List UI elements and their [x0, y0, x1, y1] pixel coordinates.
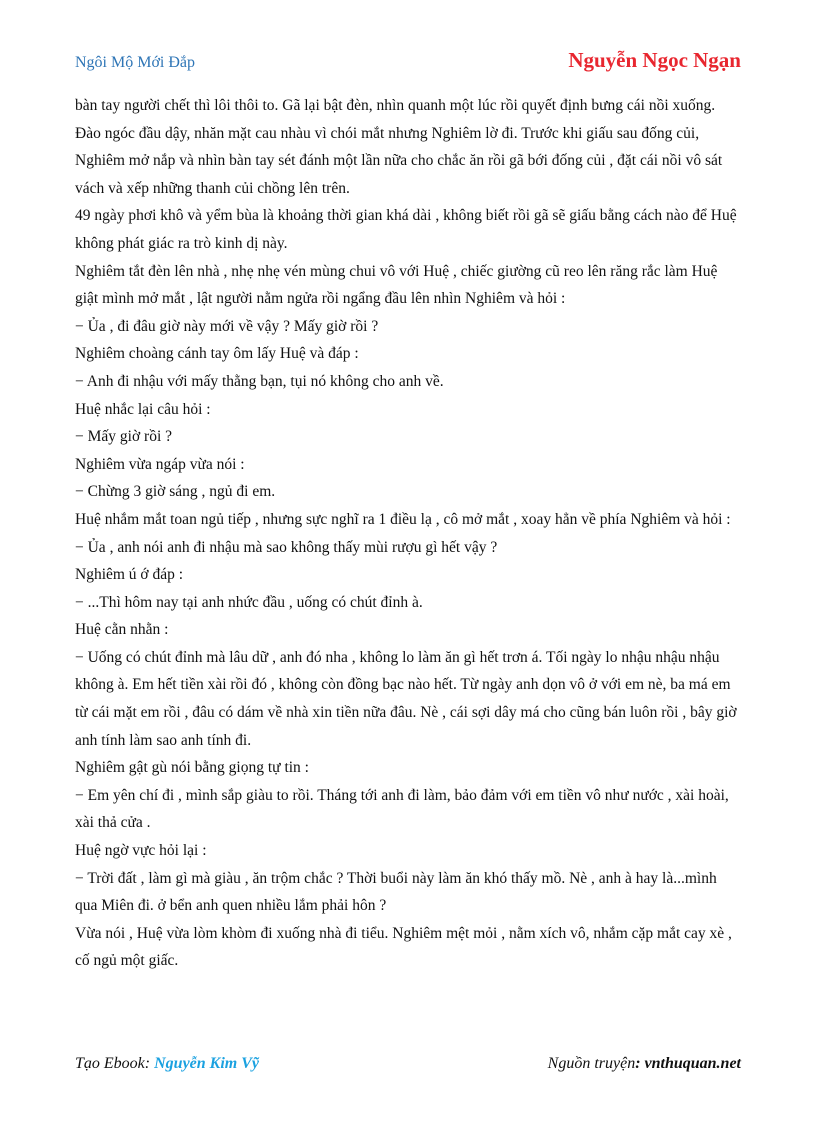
paragraph: Nghiêm gật gù nói bằng giọng tự tin :	[75, 759, 309, 777]
paragraph: − ...Thì hôm nay tại anh nhức đầu , uống có chút đỉnh à.	[75, 593, 423, 611]
author-name: Nguyễn Ngọc Ngạn	[568, 48, 741, 72]
ebook-separator: :	[144, 1055, 155, 1072]
paragraph: Nghiêm vừa ngáp vừa nói :	[75, 455, 245, 473]
page-header	[75, 48, 741, 78]
source-separator: :	[635, 1055, 645, 1072]
page-body	[75, 92, 741, 975]
paragraph: Huệ nhắc lại câu hỏi :	[75, 400, 211, 418]
paragraph: Nghiêm ú ớ đáp :	[75, 566, 184, 584]
source-credit	[548, 1055, 741, 1073]
paragraph: Huệ ngờ vực hỏi lại :	[75, 842, 207, 860]
ebook-label: Tạo Ebook	[75, 1055, 145, 1072]
paragraph: Vừa nói , Huệ vừa lòm khòm đi xuống nhà đi tiểu. Nghiêm mệt mỏi , nằm xích vô, nhắm cặp mắt cay xè , cố ngủ một giấc.	[75, 924, 732, 970]
page-footer	[75, 1055, 741, 1077]
book-title: Ngôi Mộ Mới Đắp	[75, 54, 196, 71]
source-site: vnthuquan.net	[644, 1055, 741, 1072]
paragraph: Huệ cằn nhằn :	[75, 621, 169, 639]
paragraph: − Ủa , đi đâu giờ này mới về vậy ? Mấy giờ rồi ?	[75, 317, 379, 335]
paragraph: − Ủa , anh nói anh đi nhậu mà sao không thấy mùi rượu gì hết vậy ?	[75, 538, 498, 556]
paragraph: Đào ngóc đầu dậy, nhăn mặt cau nhàu vì chói mắt nhưng Nghiêm lờ đi. Trước khi giấu sau đống củi, Nghiêm mở nắp và nhìn bàn tay sét đánh một lần nữa cho chắc ăn rồi gã bới đống củi , đặt cái nồi vô sát vách và xếp những thanh củi chồng lên trên.	[75, 124, 723, 197]
source-label: Nguồn truyện	[547, 1055, 636, 1072]
paragraph: 49 ngày phơi khô và yểm bùa là khoảng thời gian khá dài , không biết rồi gã sẽ giấu bằng cách nào để Huệ không phát giác ra trò kinh dị này.	[75, 207, 737, 252]
paragraph: bàn tay người chết thì lôi thôi to. Gã lại bật đèn, nhìn quanh một lúc rồi quyết định bưng cái nồi xuống.	[75, 97, 716, 114]
paragraph: Nghiêm tắt đèn lên nhà , nhẹ nhẹ vén mùng chui vô với Huệ , chiếc giường cũ reo lên răng rắc làm Huệ giật mình mở mắt , lật người nằm ngửa rồi ngẩng đầu lên nhìn Nghiêm và hỏi :	[75, 262, 718, 308]
paragraph: − Mấy giờ rồi ?	[75, 428, 173, 446]
paragraph: Huệ nhắm mắt toan ngủ tiếp , nhưng sực nghĩ ra 1 điều lạ , cô mở mắt , xoay hẳn về phía Nghiêm và hỏi :	[75, 510, 731, 528]
ebook-creator-name: Nguyễn Kim Vỹ	[154, 1055, 259, 1072]
paragraph: − Anh đi nhậu với mấy thằng bạn, tụi nó không cho anh về.	[75, 372, 444, 390]
paragraph: − Em yên chí đi , mình sắp giàu to rồi. Tháng tới anh đi làm, bảo đảm với em tiền vô như nước , xài hoài, xài thả cửa .	[75, 786, 729, 832]
paragraph: − Uống có chút đỉnh mà lâu dữ , anh đó nha , không lo làm ăn gì hết trơn á. Tối ngày lo nhậu nhậu nhậu không à. Em hết tiền xài rồi đó , không còn đồng bạc nào hết. Từ ngày anh dọn vô ở với em nè, ba má em từ cái mặt em rồi , đâu có dám về nhà xin tiền nữa đâu. Nè , cái sợi dây má cho cũng bán luôn rồi , bây giờ anh tính làm sao anh tính đi.	[75, 648, 737, 749]
paragraph: − Chừng 3 giờ sáng , ngủ đi em.	[75, 483, 276, 501]
paragraph: − Trời đất , làm gì mà giàu , ăn trộm chắc ? Thời buổi này làm ăn khó thấy mồ. Nè , anh à hay là...mình qua Miên đi. ở bển anh quen nhiều lắm phải hôn ?	[75, 869, 717, 915]
ebook-credit	[75, 1055, 259, 1073]
paragraph: Nghiêm choàng cánh tay ôm lấy Huệ và đáp :	[75, 345, 359, 363]
